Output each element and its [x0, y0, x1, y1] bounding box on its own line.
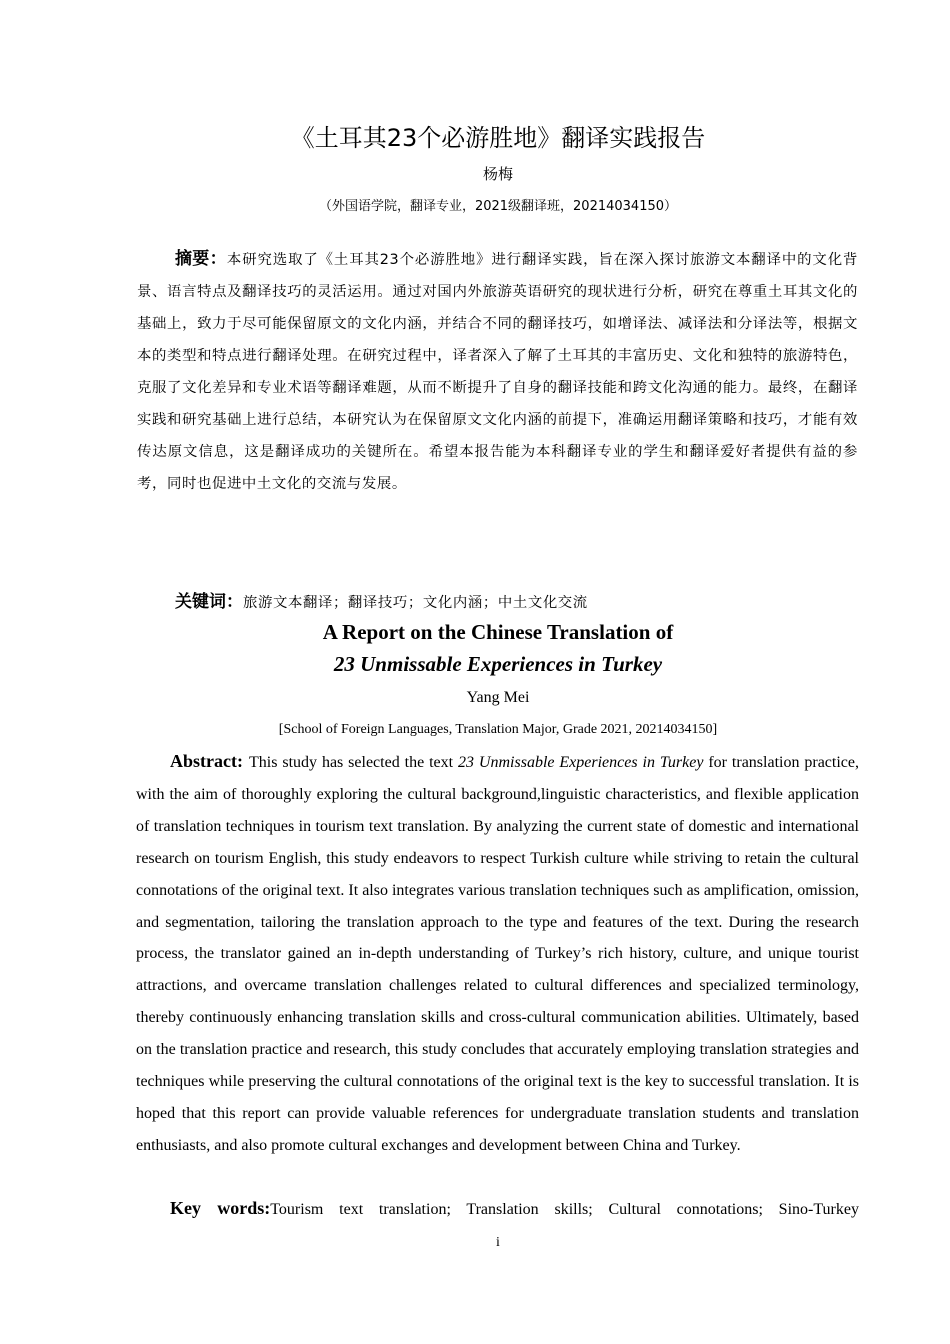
english-abstract-text-after: for translation practice, with the aim of thoroughly exploring the cultural background,linguistic characteristics, and flexible application of translation techniques in tourism text translation. By analyzing the current state of domestic and international research on tourism English, this study endeavors to respect Turkish culture while striving to retain the cultural connotations of the original text. It also integrates various translation techniques such as amplification, omission, and segmentation, tailoring the translation approach to the type and features of the text. During the research process, the translator gained an in-depth understanding of Turkey’s rich history, culture, and unique tourist attractions, and overcame translation challenges related to cultural differences and specialized terminology, thereby continuously enhancing translation skills and cross-cultural communication abilities. Ultimately, based on the translation practice and research, this study concludes that accurately employing translation strategies and techniques while preserving the cultural connotations of the original text is the key to successful translation. It is hoped that this report can provide valuable references for undergraduate translation students and translation enthusiasts, and also promote cultural exchanges and development between China and Turkey. — [136, 754, 859, 1154]
english-keywords — [170, 1193, 859, 1225]
english-abstract-book-title: 23 Unmissable Experiences in Turkey — [458, 754, 704, 771]
english-abstract-label: Abstract: — [170, 751, 243, 771]
english-abstract — [136, 746, 859, 1162]
english-title-line1: A Report on the Chinese Translation of — [322, 620, 674, 644]
english-keywords-text: Tourism text translation; Translation skills; Cultural connotations; Sino-Turkey — [270, 1201, 859, 1218]
english-abstract-text-before: This study has selected the text — [248, 754, 459, 771]
chinese-keywords-label: 关键词： — [175, 592, 243, 612]
chinese-keywords — [175, 587, 858, 618]
english-title-line2: 23 Unmissable Experiences in Turkey — [333, 652, 663, 676]
chinese-author: 杨梅 — [482, 165, 513, 183]
chinese-affiliation: （外国语学院，翻译专业，2021级翻译班，20214034150） — [318, 199, 678, 214]
english-author: Yang Mei — [466, 689, 530, 706]
english-keywords-label: Key words: — [170, 1198, 271, 1218]
chinese-keywords-text: 旅游文本翻译；翻译技巧；文化内涵；中土文化交流 — [243, 595, 588, 611]
english-affiliation: [School of Foreign Languages, Translation Major, Grade 2021, 20214034150] — [278, 722, 718, 737]
chinese-abstract — [137, 243, 858, 500]
chinese-abstract-text: 本研究选取了《土耳其23个必游胜地》进行翻译实践，旨在深入探讨旅游文本翻译中的文化背景、语言特点及翻译技巧的灵活运用。通过对国内外旅游英语研究的现状进行分析，研究在尊重土耳其文化的基础上，致力于尽可能保留原文的文化内涵，并结合不同的翻译技巧，如增译法、减译法和分译法等，根据文本的类型和特点进行翻译处理。在研究过程中，译者深入了解了土耳其的丰富历史、文化和独特的旅游特色，克服了文化差异和专业术语等翻译难题，从而不断提升了自身的翻译技能和跨文化沟通的能力。最终，在翻译实践和研究基础上进行总结，本研究认为在保留原文文化内涵的前提下，准确运用翻译策略和技巧，才能有效传达原文信息，这是翻译成功的关键所在。希望本报告能为本科翻译专业的学生和翻译爱好者提供有益的参考，同时也促进中土文化的交流与发展。 — [137, 252, 859, 492]
chinese-abstract-label: 摘要： — [175, 249, 227, 269]
page-number: i — [496, 1235, 500, 1250]
chinese-title: 《土耳其23个必游胜地》翻译实践报告 — [290, 124, 706, 152]
